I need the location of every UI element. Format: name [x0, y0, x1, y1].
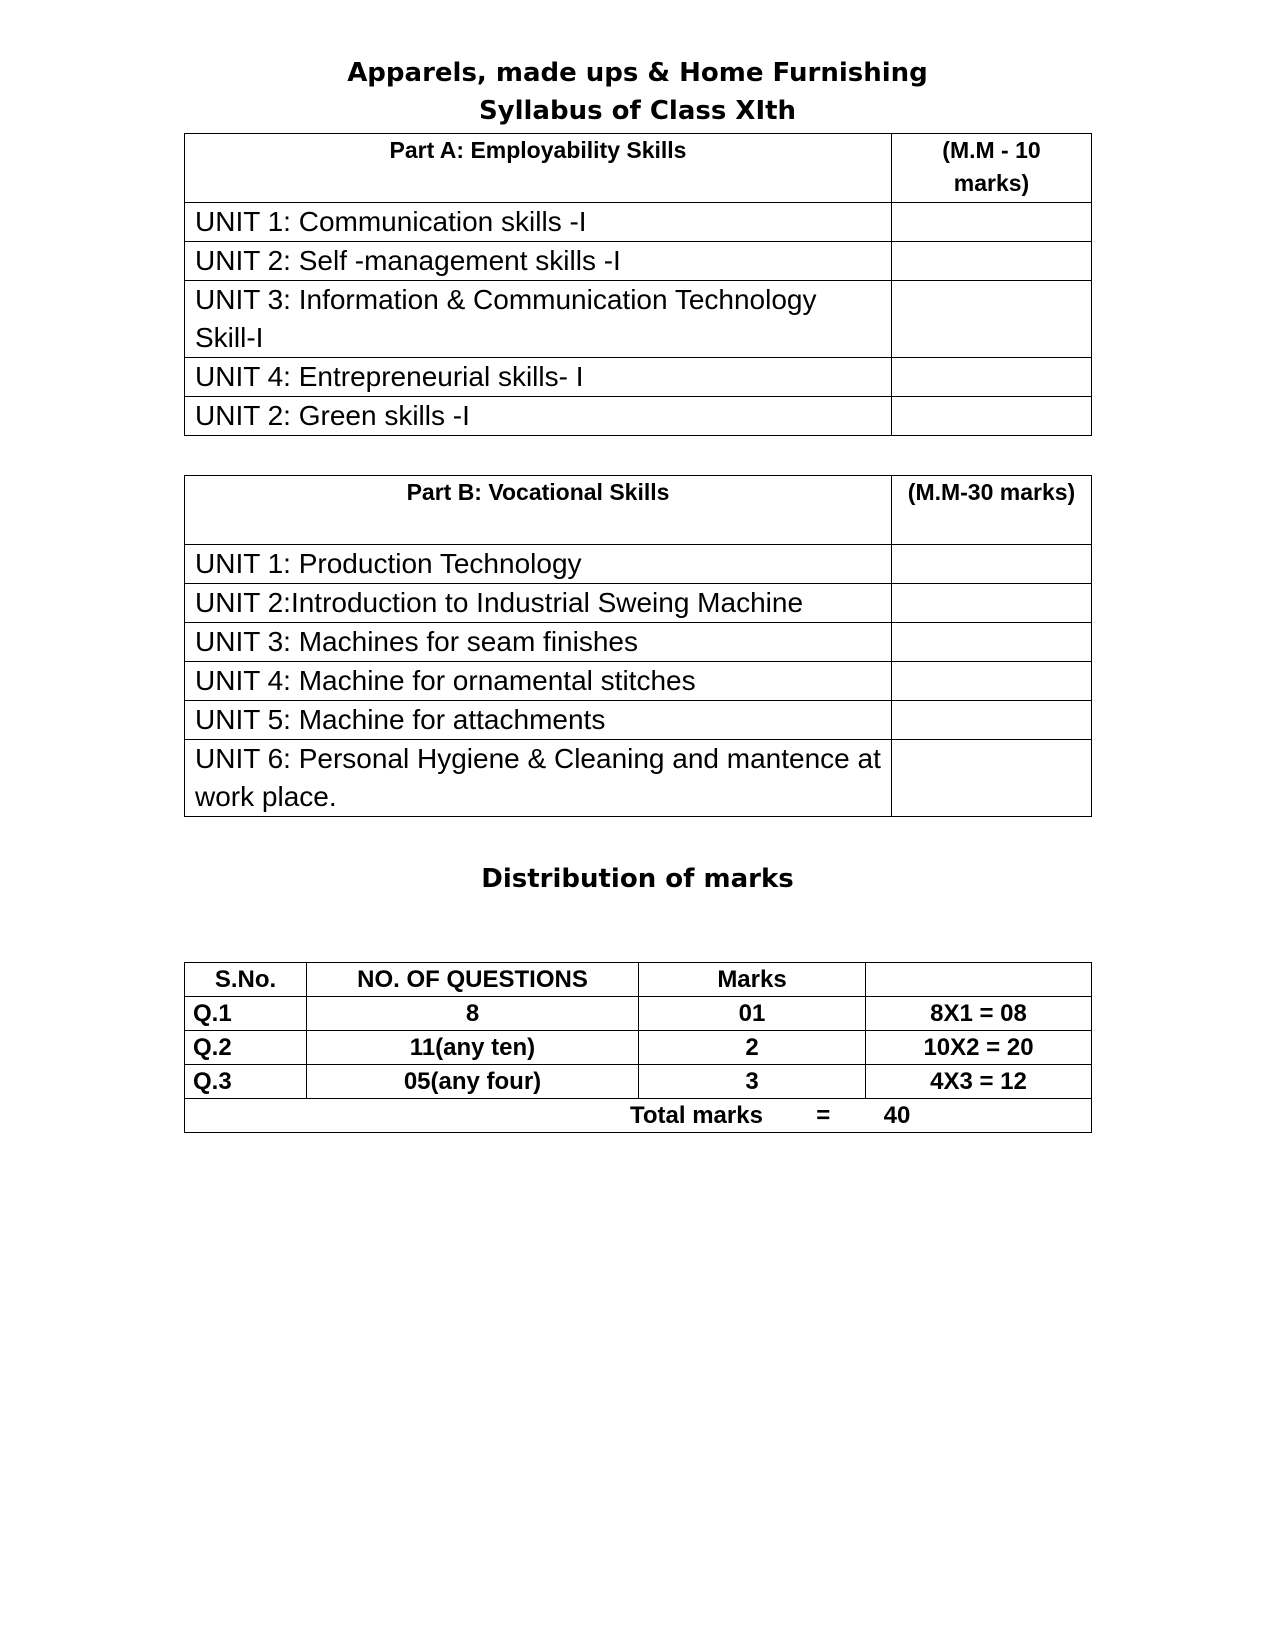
empty-cell [892, 545, 1092, 584]
table-row [185, 281, 1092, 358]
table-row [185, 662, 1092, 701]
empty-cell [892, 623, 1092, 662]
empty-cell [892, 203, 1092, 242]
questions-cell: 8 [307, 997, 639, 1031]
sno-cell: Q.2 [185, 1031, 307, 1065]
distribution-table [184, 962, 1092, 1133]
total-equals: = [816, 1102, 831, 1129]
distribution-title: Distribution of marks [481, 864, 794, 894]
total-label: Total marks [630, 1102, 763, 1129]
empty-cell [892, 281, 1092, 358]
table-row [185, 1031, 1092, 1065]
marks-cell: 01 [639, 997, 866, 1031]
distribution-header-row [185, 963, 1092, 997]
table-row [185, 242, 1092, 281]
table-row [185, 584, 1092, 623]
part-b-unit: UNIT 2:Introduction to Industrial Sweing Machine [185, 584, 892, 623]
empty-cell [892, 701, 1092, 740]
part-a-unit: UNIT 3: Information & Communication Technology Skill-I [185, 281, 892, 358]
empty-cell [892, 242, 1092, 281]
part-b-unit: UNIT 4: Machine for ornamental stitches [185, 662, 892, 701]
table-row [185, 397, 1092, 436]
empty-cell [892, 662, 1092, 701]
part-b-header-row [185, 476, 1092, 545]
part-b-unit: UNIT 6: Personal Hygiene & Cleaning and mantence at work place. [185, 740, 892, 817]
total-cell [185, 1099, 1092, 1133]
part-a-marks: (M.M - 10 marks) [892, 134, 1092, 203]
marks-cell: 2 [639, 1031, 866, 1065]
part-b-unit: UNIT 3: Machines for seam finishes [185, 623, 892, 662]
sno-cell: Q.1 [185, 997, 307, 1031]
table-row [185, 997, 1092, 1031]
empty-cell [892, 397, 1092, 436]
part-a-unit: UNIT 2: Green skills -I [185, 397, 892, 436]
part-a-unit: UNIT 1: Communication skills -I [185, 203, 892, 242]
total-row [185, 1099, 1092, 1133]
part-a-header-row [185, 134, 1092, 203]
calc-cell: 10X2 = 20 [866, 1031, 1092, 1065]
part-a-unit: UNIT 4: Entrepreneurial skills- I [185, 358, 892, 397]
header-sno: S.No. [185, 963, 307, 997]
table-row [185, 203, 1092, 242]
sno-cell: Q.3 [185, 1065, 307, 1099]
empty-cell [892, 358, 1092, 397]
header-marks: Marks [639, 963, 866, 997]
total-value: 40 [883, 1102, 911, 1129]
table-row [185, 701, 1092, 740]
part-b-table [184, 475, 1092, 817]
calc-cell: 8X1 = 08 [866, 997, 1092, 1031]
header-blank [866, 963, 1092, 997]
document-title: Apparels, made ups & Home Furnishing [347, 58, 928, 88]
empty-cell [892, 584, 1092, 623]
part-b-unit: UNIT 5: Machine for attachments [185, 701, 892, 740]
table-row [185, 545, 1092, 584]
document-subtitle: Syllabus of Class XIth [478, 96, 797, 126]
table-row [185, 740, 1092, 817]
calc-cell: 4X3 = 12 [866, 1065, 1092, 1099]
empty-cell [892, 740, 1092, 817]
part-a-unit: UNIT 2: Self -management skills -I [185, 242, 892, 281]
table-row [185, 623, 1092, 662]
part-a-table [184, 133, 1092, 436]
part-a-heading: Part A: Employability Skills [185, 134, 892, 203]
marks-cell: 3 [639, 1065, 866, 1099]
questions-cell: 11(any ten) [307, 1031, 639, 1065]
table-row [185, 358, 1092, 397]
part-b-marks: (M.M-30 marks) [892, 476, 1092, 545]
part-b-heading: Part B: Vocational Skills [185, 476, 892, 545]
questions-cell: 05(any four) [307, 1065, 639, 1099]
part-b-unit: UNIT 1: Production Technology [185, 545, 892, 584]
table-row [185, 1065, 1092, 1099]
header-questions: NO. OF QUESTIONS [307, 963, 639, 997]
